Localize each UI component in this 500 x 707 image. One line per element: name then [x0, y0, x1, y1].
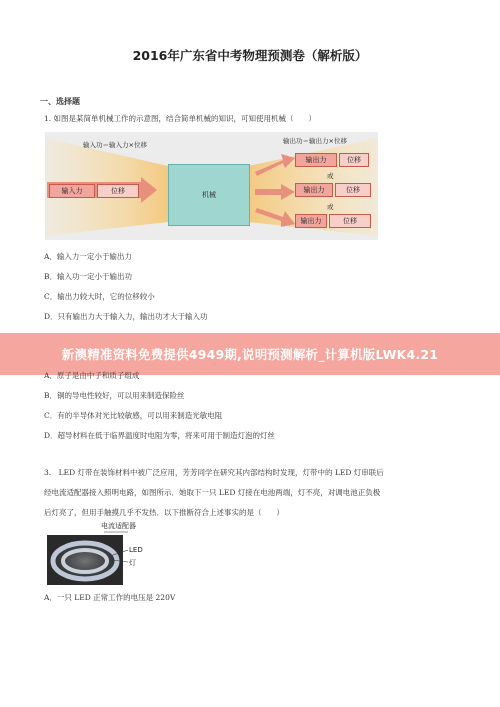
- simple-machine-diagram: [45, 132, 378, 240]
- machine-box: [168, 164, 250, 226]
- question-3-line-2: 经电流适配器接入照明电路，如图所示．她取下一只 LED 灯接在电池两端，灯不亮，对调电池正负极: [44, 488, 381, 497]
- page-title: 2016年广东省中考物理预测卷（解析版）: [132, 48, 368, 63]
- question-3-line-1: 3. LED 灯带在装饰材料中被广泛应用，芳芳同学在研究其内部结构时发现，灯带中的 LED 灯串联后: [44, 468, 384, 477]
- led-callout-lines: [100, 528, 130, 568]
- output-force-box-2: 输出力: [295, 183, 333, 197]
- input-work-label: 输入功＝输入力×位移: [83, 141, 147, 149]
- question-2-option-c: C．有的半导体对光比较敏感，可以用来制造光敏电阻: [44, 411, 223, 420]
- overlay-banner: [0, 333, 500, 375]
- question-1-option-b: B．输入功一定小于输出功: [44, 272, 133, 281]
- question-2-option-b: B．铜的导电性较好，可以用来制造保险丝: [44, 391, 185, 400]
- or-label-1: 或: [327, 172, 334, 180]
- output-displacement-box-1: 位移: [339, 153, 369, 167]
- question-2-option-a: A．原子是由中子和质子组成: [44, 371, 140, 380]
- machine-label: 机械: [202, 191, 216, 199]
- adapter-label: 电流适配器: [101, 522, 136, 530]
- output-force-box-3: 输出力: [295, 214, 327, 228]
- section-heading: 一、选择题: [40, 97, 80, 106]
- output-work-label: 输出功＝输出力×位移: [283, 137, 347, 145]
- output-displacement-box-3: 位移: [329, 214, 371, 228]
- lamp-label: 灯: [129, 559, 136, 567]
- input-displacement-box: 位移: [97, 184, 139, 198]
- question-1-option-c: C．输出力较大时，它的位移较小: [44, 292, 155, 301]
- output-displacement-box-2: 位移: [335, 183, 371, 197]
- overlay-banner-text: 新澳精准资料免费提供4949期,说明预测解析_计算机版LWK4.21: [61, 347, 439, 362]
- question-1-option-a: A．输入力一定小于输出力: [44, 252, 132, 261]
- output-force-box-1: 输出力: [295, 153, 337, 167]
- led-label: LED: [129, 546, 143, 554]
- question-2-option-d: D．超导材料在低于临界温度时电阻为零，将来可用于制造灯泡的灯丝: [44, 431, 276, 440]
- or-label-2: 或: [327, 203, 334, 211]
- question-1-option-d: D．只有输出力大于输入力，输出功才大于输入功: [44, 312, 208, 321]
- question-3-line-3: 后灯亮了，但用手触摸几乎不发热．以下推断符合上述事实的是（ ）: [44, 508, 284, 517]
- question-3-option-a: A．一只 LED 正常工作的电压是 220V: [44, 593, 176, 602]
- input-force-box: 输入力: [49, 184, 95, 198]
- question-1-stem: 1. 如图是某简单机械工作的示意图，结合简单机械的知识，可知使用机械（ ）: [44, 114, 317, 123]
